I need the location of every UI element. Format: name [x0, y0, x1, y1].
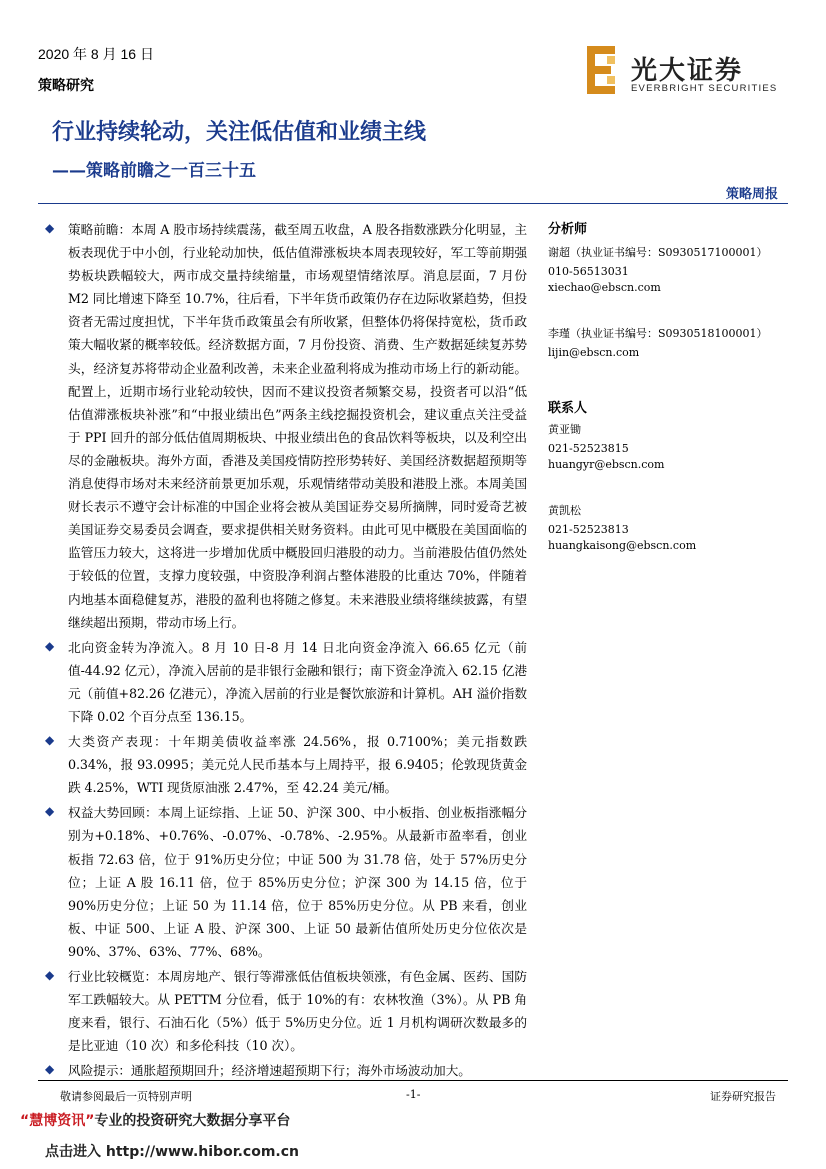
diamond-bullet-icon: ◆	[45, 733, 55, 748]
contact1-email[interactable]: huangyr@ebscn.com	[548, 458, 665, 471]
analyst2-name: 李瑾（执业证书编号：S0930518100001）	[548, 327, 768, 340]
everbright-logo	[585, 44, 785, 100]
logo-english-name: EVERBRIGHT SECURITIES	[631, 83, 778, 94]
bullet-strategy-outlook	[45, 218, 527, 634]
report-title: 行业持续轮动，关注低估值和业绩主线	[52, 120, 427, 145]
diamond-bullet-icon: ◆	[45, 221, 55, 235]
header-divider	[38, 203, 788, 204]
report-subtitle: ——策略前瞻之一百三十五	[52, 161, 256, 181]
analyst1-name: 谢超（执业证书编号：S0930517100001）	[548, 246, 768, 259]
bullet-asset-performance	[45, 730, 527, 799]
bullet-text: 行业比较概览：本周房地产、银行等滞涨低估值板块领涨，有色金属、医药、国防军工跌幅较大。从 PETTM 分位看，低于 10%的有：农林牧渔（3%）。从 PB 角度来看，银行、石油石化（5%）低于 5%历史分位。近 1 月机构调研次数最多的是比亚迪（10 次）和多伦科技（10 次）。	[68, 969, 527, 1054]
page-number: -1-	[406, 1088, 421, 1101]
diamond-bullet-icon: ◆	[45, 638, 55, 653]
logo-chinese-name: 光大证券	[631, 56, 744, 86]
report-date: 2020 年 8 月 16 日	[38, 46, 154, 62]
watermark-quote-open: “	[20, 1113, 30, 1129]
everbright-logo-mark-icon	[585, 44, 621, 96]
summary-bullets	[45, 218, 527, 1084]
contact-heading: 联系人	[548, 401, 588, 416]
report-category: 策略研究	[38, 77, 94, 93]
report-type-label: 策略周报	[725, 187, 778, 202]
contact2-name: 黄凯松	[548, 504, 581, 517]
sidebar-contacts	[548, 218, 808, 554]
contact2-phone: 021-52523813	[548, 523, 629, 536]
footer-report-label: 证券研究报告	[710, 1090, 776, 1103]
diamond-bullet-icon: ◆	[45, 1062, 55, 1077]
watermark-link[interactable]: 点击进入 http://www.hibor.com.cn	[45, 1144, 300, 1160]
footer-disclaimer: 敬请参阅最后一页特别声明	[60, 1090, 192, 1103]
contact1-name: 黄亚锄	[548, 423, 581, 436]
watermark-quote-close: ”	[85, 1113, 95, 1129]
contact1-phone: 021-52523815	[548, 442, 629, 455]
watermark-slogan-text: 专业的投资研究大数据分享平台	[94, 1113, 291, 1129]
bullet-text: 北向资金转为净流入。8 月 10 日-8 月 14 日北向资金净流入 66.65 亿元（前值-44.92 亿元），净流入居前的是非银行金融和银行；南下资金净流入 62.15 亿港元（前值+82.26 亿港元），净流入居前的行业是餐饮旅游和计算机。AH 溢价指数下降 0.02 个百分点至 136.15。	[68, 639, 527, 724]
bullet-text: 权益大势回顾：本周上证综指、上证 50、沪深 300、中小板指、创业板指涨幅分别为+0.18%、+0.76%、-0.07%、-0.78%、-2.95%。从最新市盈率看，创业板指 72.63 倍，位于 91%历史分位；中证 500 为 31.78 倍，处于 57%历史分位；上证 A 股 16.11 倍，位于 85%历史分位；沪深 300 为 14.15 倍，位于 90%历史分位；上证 50 为 11.14 倍，位于 85%历史分位。从 PB 来看，创业板、中证 500、上证 A 股、沪深 300、上证 50 最新估值所处历史分位依次是 90%、37%、63%、77%、68%。	[68, 805, 527, 959]
watermark-brand: 慧博资讯	[29, 1113, 86, 1129]
bullet-equity-review	[45, 801, 527, 963]
footer-divider	[38, 1080, 788, 1081]
analyst2-email[interactable]: lijin@ebscn.com	[548, 346, 640, 359]
analyst1-phone: 010-56513031	[548, 265, 629, 278]
bullet-industry-comparison	[45, 965, 527, 1057]
bullet-risk-warning	[45, 1059, 527, 1082]
bullet-text: 策略前瞻：本周 A 股市场持续震荡，截至周五收盘，A 股各指数涨跌分化明显，主板表现优于中小创，行业轮动加快，低估值滞涨板块本周表现较好，军工等前期强势板块跌幅较大，两市成交量持续缩量，市场观望情绪浓厚。消息层面，7 月份 M2 同比增速下降至 10.7%，往后看，下半年货币政策仍存在边际收紧趋势，但投资者无需过度担忧，下半年货币政策虽会有所收紧，但整体仍将保持宽松，货币政策大幅收紧的概率较低。经济数据方面，7 月份投资、消费、生产数据延续复苏势头，经济复苏将带动企业盈利改善，未来企业盈利将成为推动市场上行的新动能。配置上，近期市场行业轮动较快，因而不建议投资者频繁交易，投资者可以沿“低估值滞涨板块补涨”和“中报业绩出色”两条主线挖掘投资机会，建议重点关注受益于 PPI 回升的部分低估值周期板块、中报业绩出色的食品饮料等板块，以及利空出尽的金融板块。海外方面，香港及美国疫情防控形势转好、美国经济数据超预期等消息使得市场对未来经济前景更加乐观，乐观情绪带动美股和港股上涨。本周美国财长表示不遵守会计标准的中国企业将会被从美国证券交易所摘牌，同时爱奇艺被美国证券交易委员会调查，要求提供相关财务资料。由此可见中概股在美国面临的监管压力较大，这将进一步增加优质中概股回归港股的动力。当前港股估值仍然处于较低的位置，支撑力度较强，中资股净利润占整体港股的比重达 70%，伴随着内地基本面稳健复苏，港股的盈利也将随之修复。未来港股业绩将继续披露，有望继续超出预期，带动市场上行。	[68, 222, 527, 630]
analyst1-email[interactable]: xiechao@ebscn.com	[548, 281, 661, 294]
watermark-slogan	[20, 1110, 290, 1130]
bullet-northbound-flow	[45, 636, 527, 728]
bullet-text: 风险提示：通胀超预期回升；经济增速超预期下行；海外市场波动加大。	[68, 1063, 471, 1079]
bullet-text: 大类资产表现：十年期美债收益率涨 24.56%，报 0.7100%；美元指数跌 0.34%，报 93.0995；美元兑人民币基本与上周持平，报 6.9405；伦敦现货黄金跌 4.25%，WTI 现货原油涨 2.47%，至 42.24 美元/桶。	[68, 734, 527, 796]
diamond-bullet-icon: ◆	[45, 968, 55, 982]
contact2-email[interactable]: huangkaisong@ebscn.com	[548, 539, 697, 552]
diamond-bullet-icon: ◆	[45, 804, 55, 819]
analyst-heading: 分析师	[548, 222, 588, 237]
